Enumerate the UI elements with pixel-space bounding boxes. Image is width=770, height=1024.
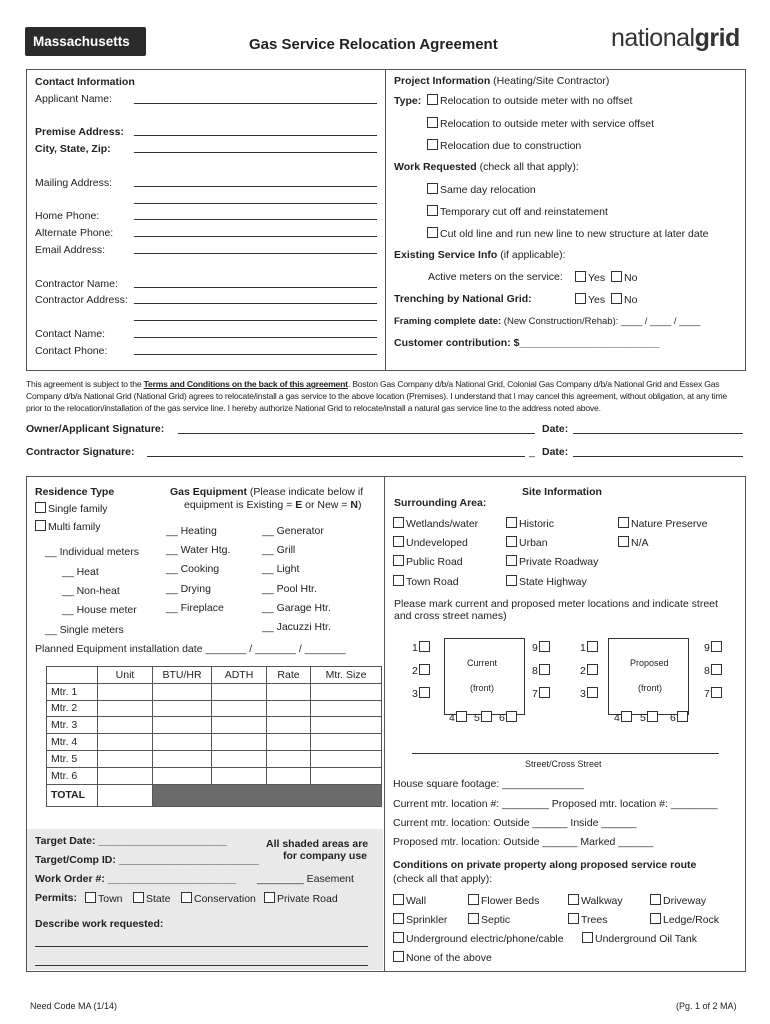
conditions-note: (check all that apply):	[393, 873, 493, 885]
meter-table	[46, 666, 382, 807]
home-phone-label: Home Phone:	[35, 210, 100, 222]
col-mtr-size: Mtr. Size	[311, 667, 382, 684]
target-comp-id[interactable]: Target/Comp ID: ________________________	[35, 854, 259, 866]
street-input[interactable]	[412, 753, 719, 754]
mailing-input[interactable]	[134, 186, 377, 187]
contact-name-input[interactable]	[134, 337, 377, 338]
terms-link[interactable]: Terms and Conditions on the back of this agreement	[143, 379, 348, 389]
national-grid-logo: nationalgrid	[611, 24, 740, 52]
proposed-pos-9[interactable]: 9	[704, 641, 724, 654]
table-row[interactable]: Mtr. 6	[47, 767, 382, 784]
contractor-date-label: Date:	[542, 446, 569, 458]
equip-jacuzzi-htr[interactable]: __ Jacuzzi Htr.	[262, 621, 331, 633]
residence-single[interactable]: Single family	[35, 502, 108, 515]
site-instructions: Please mark current and proposed meter locations and indicate street and cross street names)	[394, 598, 718, 622]
cond-underground-electric[interactable]: Underground electric/phone/cable	[393, 932, 564, 945]
proposed-pos-4[interactable]: 4	[614, 711, 634, 724]
equip-pool-htr[interactable]: __ Pool Htr.	[262, 583, 317, 595]
proposed-pos-5[interactable]: 5	[640, 711, 660, 724]
premise-label: Premise Address:	[35, 126, 124, 138]
contact-phone-label: Contact Phone:	[35, 345, 108, 357]
house-meter-option[interactable]: __ House meter	[62, 604, 137, 616]
equip-fireplace[interactable]: __ Fireplace	[166, 602, 224, 614]
premise-input[interactable]	[134, 135, 377, 136]
contact-name-label: Contact Name:	[35, 328, 106, 340]
surrounding-heading: Surrounding Area:	[394, 497, 487, 509]
cond-septic[interactable]: Septic	[468, 913, 510, 926]
email-label: Email Address:	[35, 244, 106, 256]
nonheat-option[interactable]: __ Non-heat	[62, 585, 120, 597]
current-pos-5[interactable]: 5	[474, 711, 494, 724]
col-unit: Unit	[98, 667, 153, 684]
street-label: Street/Cross Street	[525, 759, 602, 769]
project-heading: Project Information (Heating/Site Contractor)	[394, 75, 610, 87]
permits-label: Permits:	[35, 892, 78, 904]
proposed-front-label: (front)	[638, 683, 663, 693]
equipment-heading: Gas Equipment (Please indicate below if	[170, 486, 364, 498]
current-meter-diagram	[444, 638, 525, 715]
footer-code: Need Code MA (1/14)	[30, 1001, 118, 1011]
area-nature-preserve[interactable]: Nature Preserve	[618, 517, 707, 530]
area-state-highway[interactable]: State Highway	[506, 575, 587, 588]
footer-page: (Pg. 1 of 2 MA)	[676, 1001, 737, 1011]
active-meters-yes[interactable]: Yes	[575, 271, 605, 284]
current-pos-1[interactable]: 1	[412, 641, 432, 654]
type-option-3[interactable]: Relocation due to construction	[427, 139, 581, 152]
legal-text: This agreement is subject to the Terms and Conditions on the back of this agreement. Boston Gas Company d/b/a National Grid, Colonial Gas Company d/b/a National Grid and Essex Gas Company d/b/a National Grid (National Grid) agrees to relocate/install a gas service to the above location (Premises). I understand that I may cancel this agreement, without obligation, at any time prior to the relocation/installation of the gas service line. I hereby authorize National Grid to relocate/install a natural gas service line to the address noted above.	[26, 379, 727, 413]
table-row[interactable]: Mtr. 3	[47, 717, 382, 734]
signature-underscore: _	[529, 446, 535, 458]
planned-install-date[interactable]: Planned Equipment installation date _______ / _______ / _______	[35, 643, 346, 655]
type-option-1[interactable]: Relocation to outside meter with no offset	[427, 94, 632, 107]
equip-cooking[interactable]: __ Cooking	[166, 563, 220, 575]
current-pos-4[interactable]: 4	[449, 711, 469, 724]
trenching-label: Trenching by National Grid:	[394, 293, 532, 305]
contractor-name-label: Contractor Name:	[35, 278, 118, 290]
framing-date[interactable]: Framing complete date: (New Construction/Rehab): ____ / ____ / ____	[394, 316, 701, 327]
contractor-signature-input[interactable]	[147, 456, 525, 457]
permit-conservation[interactable]: Conservation	[181, 892, 256, 905]
type-option-2[interactable]: Relocation to outside meter with service offset	[427, 117, 654, 130]
proposed-meter-diagram	[608, 638, 689, 715]
trenching-yes[interactable]: Yes	[575, 293, 605, 306]
contact-heading: Contact Information	[35, 76, 135, 88]
work-requested-heading: Work Requested (check all that apply):	[394, 161, 579, 173]
describe-input-1[interactable]	[35, 946, 368, 947]
proposed-pos-7[interactable]: 7	[704, 687, 724, 700]
equip-grill[interactable]: __ Grill	[262, 544, 296, 556]
cond-none[interactable]: None of the above	[393, 951, 492, 964]
table-total-row[interactable]: TOTAL	[47, 784, 382, 806]
work-order[interactable]: Work Order #: ______________________	[35, 873, 237, 885]
area-urban[interactable]: Urban	[506, 536, 548, 549]
alternate-phone-label: Alternate Phone:	[35, 227, 114, 239]
area-wetlands[interactable]: Wetlands/water	[393, 517, 478, 530]
permit-town[interactable]: Town	[85, 892, 123, 905]
cond-ledge-rock[interactable]: Ledge/Rock	[650, 913, 719, 926]
table-row[interactable]: Mtr. 1	[47, 683, 382, 700]
area-public-road[interactable]: Public Road	[393, 555, 463, 568]
col-rate: Rate	[267, 667, 311, 684]
type-label: Type:	[394, 95, 422, 107]
form-title: Gas Service Relocation Agreement	[249, 36, 498, 53]
table-header-row	[47, 667, 382, 684]
cond-flower-beds[interactable]: Flower Beds	[468, 894, 539, 907]
current-pos-6[interactable]: 6	[499, 711, 519, 724]
equipment-note: equipment is Existing = E or New = N)	[184, 499, 362, 511]
current-pos-8[interactable]: 8	[532, 664, 552, 677]
permit-private-road[interactable]: Private Road	[264, 892, 338, 905]
equip-water-htg[interactable]: __ Water Htg.	[166, 544, 231, 556]
proposed-label: Proposed	[630, 658, 669, 668]
active-meters-no[interactable]: No	[611, 271, 637, 284]
proposed-location-outside[interactable]: Proposed mtr. location: Outside ______ Marked ______	[393, 836, 654, 848]
current-pos-3[interactable]: 3	[412, 687, 432, 700]
target-date[interactable]: Target Date: ______________________	[35, 835, 227, 847]
area-na[interactable]: N/A	[618, 536, 649, 549]
equip-garage-htr[interactable]: __ Garage Htr.	[262, 602, 331, 614]
equip-drying[interactable]: __ Drying	[166, 583, 211, 595]
area-town-road[interactable]: Town Road	[393, 575, 459, 588]
permit-state[interactable]: State	[133, 892, 171, 905]
easement[interactable]: ________ Easement	[257, 873, 354, 885]
state-tag: Massachusetts	[25, 27, 146, 56]
table-row[interactable]: Mtr. 2	[47, 700, 382, 717]
work-option-3[interactable]: Cut old line and run new line to new structure at later date	[427, 227, 709, 240]
table-row[interactable]: Mtr. 5	[47, 750, 382, 767]
info-divider	[385, 69, 386, 370]
details-divider	[384, 476, 385, 971]
current-pos-9[interactable]: 9	[532, 641, 552, 654]
table-row[interactable]: Mtr. 4	[47, 734, 382, 751]
cond-trees[interactable]: Trees	[568, 913, 607, 926]
individual-meters[interactable]: __ Individual meters	[45, 546, 139, 558]
proposed-pos-8[interactable]: 8	[704, 664, 724, 677]
owner-signature-label: Owner/Applicant Signature:	[26, 423, 165, 435]
single-meters[interactable]: __ Single meters	[45, 624, 124, 636]
proposed-pos-1[interactable]: 1	[580, 641, 600, 654]
equip-light[interactable]: __ Light	[262, 563, 300, 575]
describe-input-2[interactable]	[35, 965, 368, 966]
owner-signature-input[interactable]	[178, 433, 535, 434]
shaded-note-2: for company use	[283, 850, 368, 862]
alternate-phone-input[interactable]	[134, 236, 377, 237]
cond-wall[interactable]: Wall	[393, 894, 426, 907]
heat-option[interactable]: __ Heat	[62, 566, 99, 578]
contractor-address-label: Contractor Address:	[35, 294, 128, 306]
current-location-outside[interactable]: Current mtr. location: Outside ______ Inside ______	[393, 817, 637, 829]
city-input[interactable]	[134, 152, 377, 153]
residence-heading: Residence Type	[35, 486, 115, 498]
home-phone-input[interactable]	[134, 219, 377, 220]
area-undeveloped[interactable]: Undeveloped	[393, 536, 468, 549]
cond-sprinkler[interactable]: Sprinkler	[393, 913, 447, 926]
house-sqft[interactable]: House square footage: ______________	[393, 778, 584, 790]
equip-heating[interactable]: __ Heating	[166, 525, 217, 537]
email-input[interactable]	[134, 253, 377, 254]
describe-label: Describe work requested:	[35, 918, 164, 930]
work-option-1[interactable]: Same day relocation	[427, 183, 536, 196]
col-adth: ADTH	[212, 667, 267, 684]
area-private-roadway[interactable]: Private Roadway	[506, 555, 598, 568]
contractor-address-input-2[interactable]	[134, 320, 377, 321]
proposed-pos-3[interactable]: 3	[580, 687, 600, 700]
proposed-pos-6[interactable]: 6	[670, 711, 690, 724]
current-pos-2[interactable]: 2	[412, 664, 432, 677]
owner-date-label: Date:	[542, 423, 569, 435]
contractor-signature-label: Contractor Signature:	[26, 446, 135, 458]
site-heading: Site Information	[522, 486, 602, 498]
city-label: City, State, Zip:	[35, 143, 111, 155]
current-label: Current	[467, 658, 498, 668]
contact-phone-input[interactable]	[134, 354, 377, 355]
existing-service-heading: Existing Service Info (if applicable):	[394, 249, 566, 261]
cond-walkway[interactable]: Walkway	[568, 894, 623, 907]
contractor-address-input[interactable]	[134, 303, 377, 304]
area-historic[interactable]: Historic	[506, 517, 554, 530]
residence-multi[interactable]: Multi family	[35, 520, 101, 533]
mailing-label: Mailing Address:	[35, 177, 113, 189]
active-meters-label: Active meters on the service:	[428, 271, 563, 283]
equip-generator[interactable]: __ Generator	[262, 525, 324, 537]
proposed-pos-2[interactable]: 2	[580, 664, 600, 677]
owner-date-input[interactable]	[573, 433, 743, 434]
col-btu: BTU/HR	[153, 667, 212, 684]
applicant-input[interactable]	[134, 103, 377, 104]
customer-contribution[interactable]: Customer contribution: $________________________	[394, 337, 660, 349]
contractor-date-input[interactable]	[573, 456, 743, 457]
mailing-input-2[interactable]	[134, 203, 377, 204]
applicant-label: Applicant Name:	[35, 93, 113, 105]
current-front-label: (front)	[470, 683, 495, 693]
cond-underground-oil[interactable]: Underground Oil Tank	[582, 932, 697, 945]
current-pos-7[interactable]: 7	[532, 687, 552, 700]
work-option-2[interactable]: Temporary cut off and reinstatement	[427, 205, 608, 218]
contractor-name-input[interactable]	[134, 287, 377, 288]
cond-driveway[interactable]: Driveway	[650, 894, 706, 907]
conditions-heading: Conditions on private property along proposed service route	[393, 859, 697, 871]
meter-location-numbers[interactable]: Current mtr. location #: ________ Proposed mtr. location #: ________	[393, 798, 718, 810]
trenching-no[interactable]: No	[611, 293, 637, 306]
shaded-note-1: All shaded areas are	[266, 838, 369, 850]
